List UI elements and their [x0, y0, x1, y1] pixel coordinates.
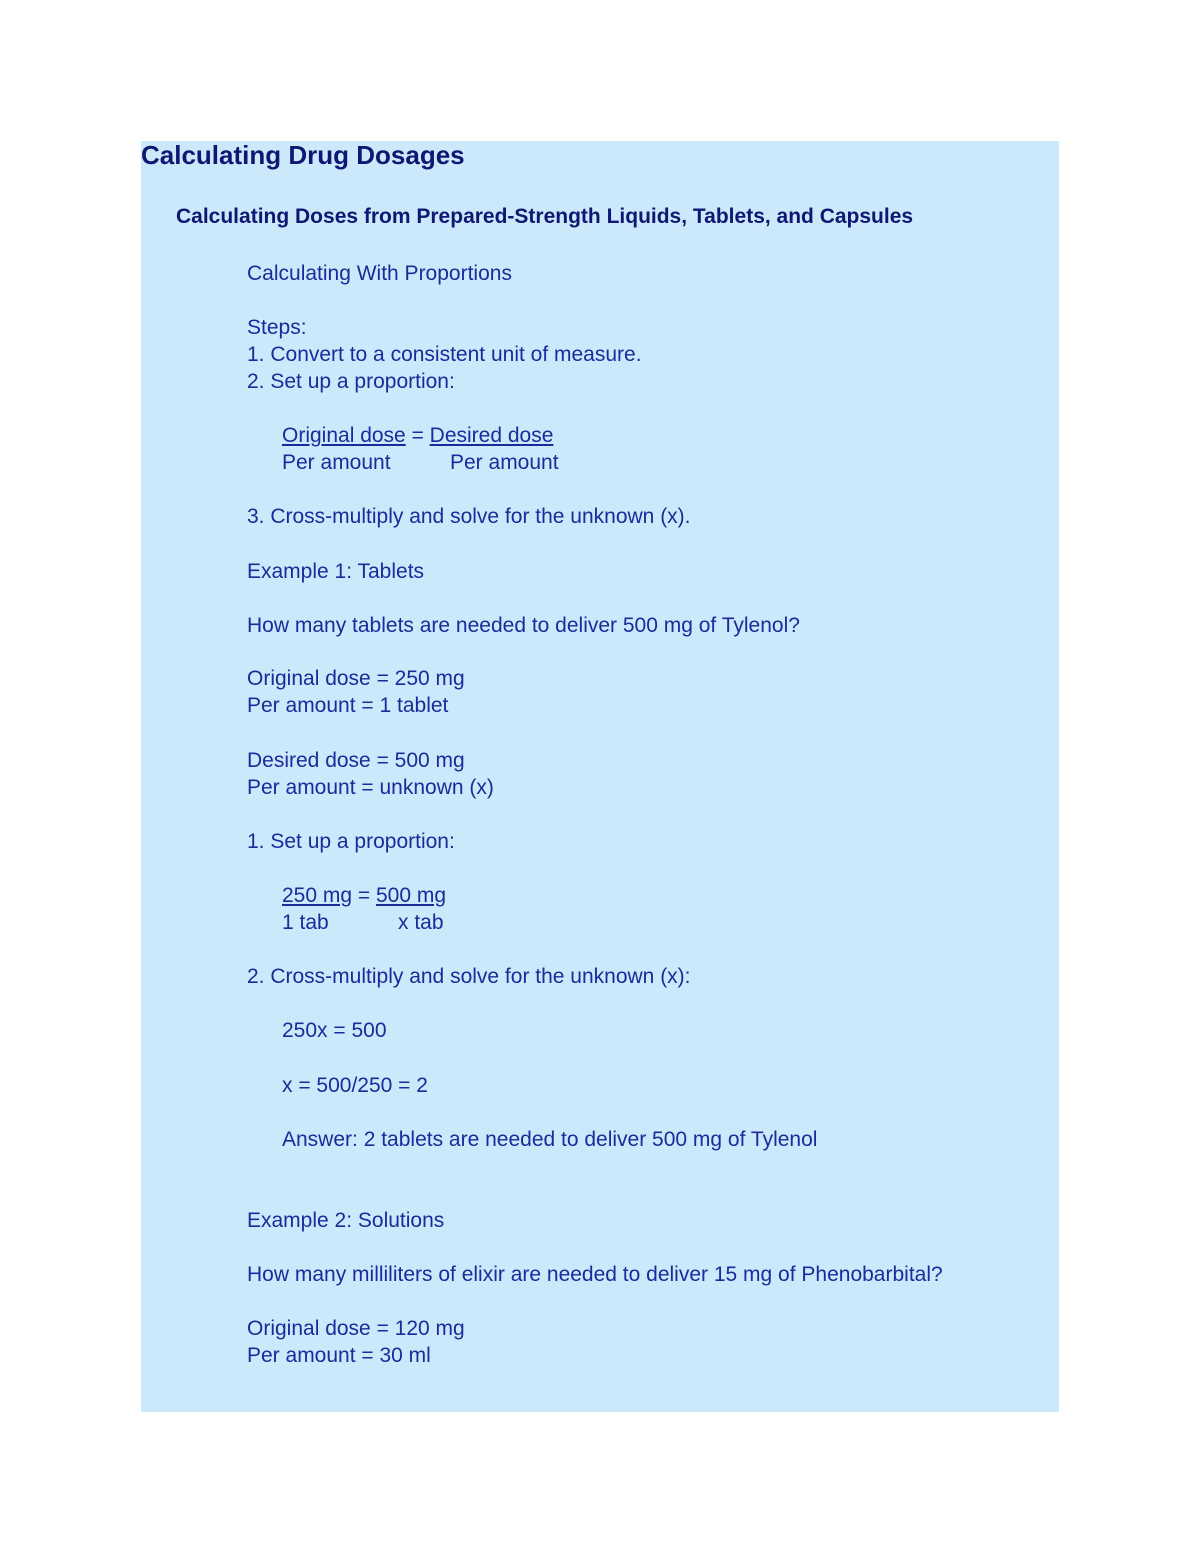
example1-step-1: 1. Set up a proportion: [247, 830, 455, 853]
template-denominator-left: Per amount [282, 451, 391, 474]
equals-sign: = [405, 424, 430, 447]
equals-sign: = [352, 884, 376, 907]
example1-heading: Example 1: Tablets [247, 560, 425, 583]
example1-proportion-numerator [282, 885, 446, 906]
step-1: 1. Convert to a consistent unit of measure. [247, 343, 642, 366]
example1-denominator-left: 1 tab [282, 911, 329, 934]
template-denominator-right: Per amount [450, 451, 559, 474]
desired-dose-label: Desired dose [429, 424, 554, 447]
step-2: 2. Set up a proportion: [247, 370, 455, 393]
step-3: 3. Cross-multiply and solve for the unknown (x). [247, 505, 691, 528]
example1-step-2: 2. Cross-multiply and solve for the unknown (x): [247, 965, 691, 988]
example2-original-amount: Per amount = 30 ml [247, 1344, 431, 1367]
page-subtitle: Calculating Doses from Prepared-Strength Liquids, Tablets, and Capsules [176, 205, 914, 228]
example2-question: How many milliliters of elixir are needed to deliver 15 mg of Phenobarbital? [247, 1263, 943, 1286]
example1-answer: Answer: 2 tablets are needed to deliver 500 mg of Tylenol [282, 1128, 818, 1151]
proportion-template-numerator [282, 425, 553, 446]
example1-numerator-right: 500 mg [375, 884, 447, 907]
example1-equation-2: x = 500/250 = 2 [282, 1074, 428, 1097]
example1-desired-dose: Desired dose = 500 mg [247, 749, 465, 772]
page-title: Calculating Drug Dosages [141, 140, 465, 170]
example1-original-dose: Original dose = 250 mg [247, 667, 465, 690]
steps-label: Steps: [247, 316, 307, 339]
example1-original-amount: Per amount = 1 tablet [247, 694, 449, 717]
example1-equation-1: 250x = 500 [282, 1019, 387, 1042]
section-heading: Calculating With Proportions [247, 262, 512, 285]
example1-numerator-left: 250 mg [282, 884, 353, 907]
example1-question: How many tablets are needed to deliver 500 mg of Tylenol? [247, 614, 800, 637]
original-dose-label: Original dose [282, 424, 406, 447]
example2-original-dose: Original dose = 120 mg [247, 1317, 465, 1340]
example1-denominator-right: x tab [398, 911, 444, 934]
example2-heading: Example 2: Solutions [247, 1209, 445, 1232]
example1-desired-amount: Per amount = unknown (x) [247, 776, 494, 799]
